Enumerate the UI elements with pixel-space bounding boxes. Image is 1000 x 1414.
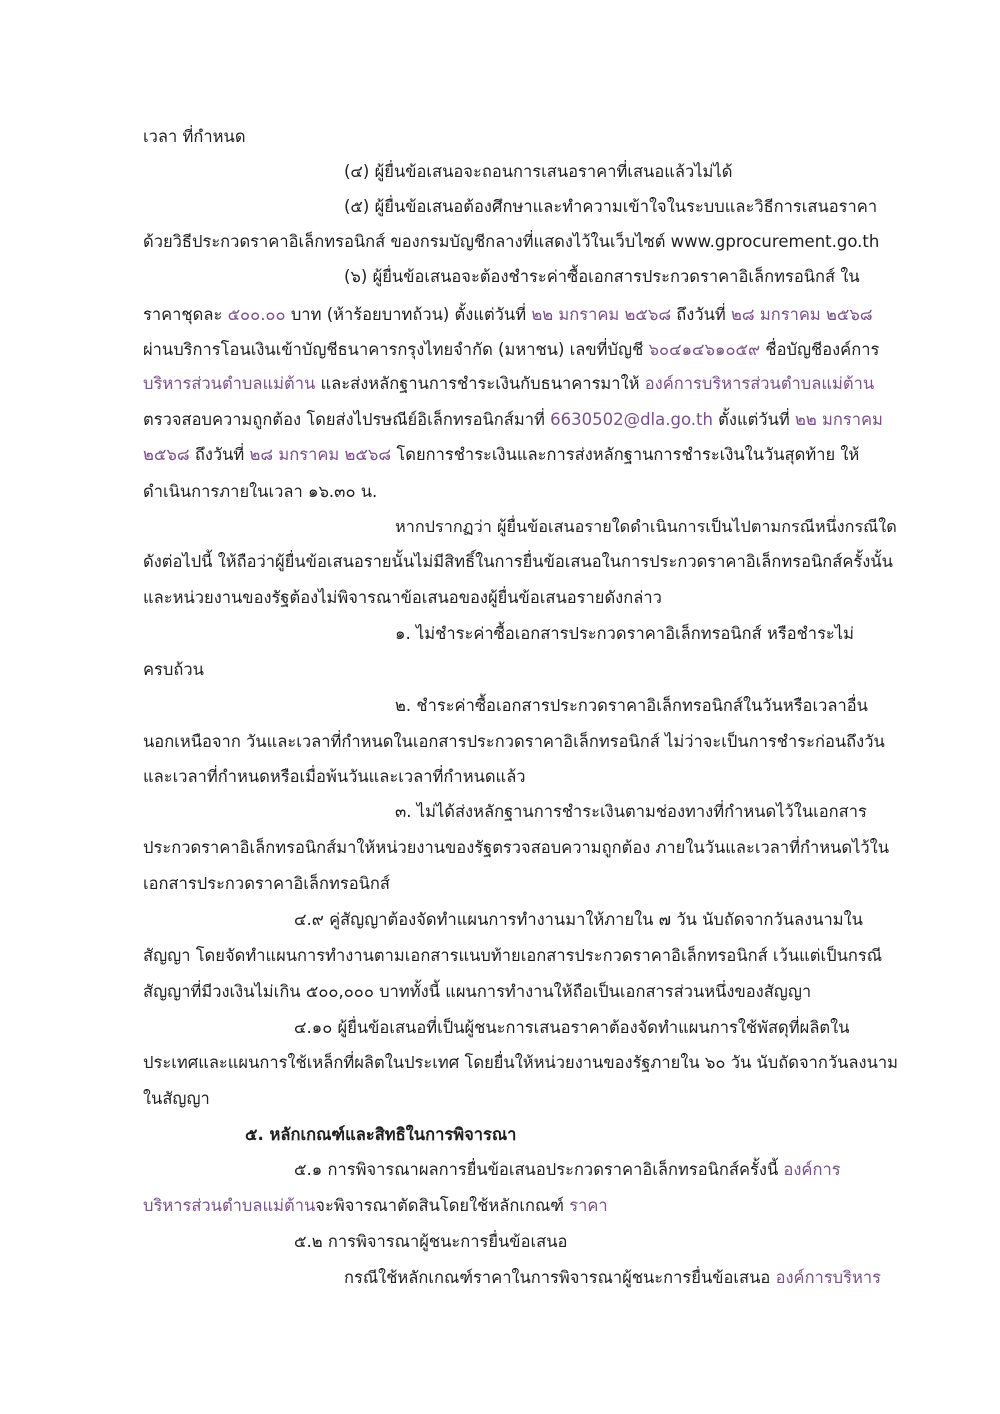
highlighted-text: องค์การบริหาร bbox=[775, 1268, 882, 1287]
text-segment: โดยการชำระเงินและการส่งหลักฐานการชำระเงินในวันสุดท้าย ให้ bbox=[391, 445, 860, 464]
text-line bbox=[294, 1017, 849, 1039]
highlighted-text: 6630502@dla.go.th bbox=[550, 410, 713, 429]
text-line bbox=[143, 945, 882, 967]
text-line bbox=[143, 373, 874, 395]
text-segment: ถึงวันที่ bbox=[189, 445, 250, 464]
text-segment: ด้วยวิธีประกวดราคาอิเล็กทรอนิกส์ ของกรมบัญชีกลางที่แสดงไว้ในเว็บไซต์ www.gprocurement.go.th bbox=[143, 232, 880, 251]
text-segment: ๑. ไม่ชำระค่าซื้อเอกสารประกวดราคาอิเล็กทรอนิกส์ หรือชำระไม่ bbox=[395, 624, 854, 643]
section-heading bbox=[245, 1124, 516, 1146]
text-segment: ๓. ไม่ได้ส่งหลักฐานการชำระเงินตามช่องทางที่กำหนดไว้ในเอกสาร bbox=[395, 802, 867, 821]
text-segment: สัญญาที่มีวงเงินไม่เกิน ๕๐๐,๐๐๐ บาททั้งนี้ แผนการทำงานให้ถือเป็นเอกสารส่วนหนึ่งของสัญญา bbox=[143, 982, 812, 1001]
text-segment: ในสัญญา bbox=[143, 1089, 210, 1108]
text-segment: ๕. หลักเกณฑ์และสิทธิในการพิจารณา bbox=[245, 1125, 517, 1144]
highlighted-text: ๒๘ มกราคม ๒๕๖๘ bbox=[249, 445, 392, 464]
text-line bbox=[294, 1231, 567, 1253]
text-segment: นอกเหนือจาก วันและเวลาที่กำหนดในเอกสารประกวดราคาอิเล็กทรอนิกส์ ไม่ว่าจะเป็นการชำระก่อนถึงวัน bbox=[143, 732, 885, 751]
highlighted-text: ๕๐๐.๐๐ bbox=[227, 305, 286, 324]
text-segment: หากปรากฏว่า ผู้ยื่นข้อเสนอรายใดดำเนินการเป็นไปตามกรณีหนึ่งกรณีใด bbox=[395, 517, 897, 536]
text-line bbox=[143, 837, 889, 859]
text-segment: ตั้งแต่วันที่ bbox=[712, 410, 795, 429]
text-line bbox=[344, 1267, 881, 1289]
text-segment: (๕) ผู้ยื่นข้อเสนอต้องศึกษาและทำความเข้าใจในระบบและวิธีการเสนอราคา bbox=[344, 197, 878, 216]
text-segment: (๖) ผู้ยื่นข้อเสนอจะต้องชำระค่าซื้อเอกสารประกวดราคาอิเล็กทรอนิกส์ ใน bbox=[344, 267, 860, 286]
text-segment: จะพิจารณาตัดสินโดยใช้หลักเกณฑ์ bbox=[315, 1196, 570, 1215]
text-line bbox=[143, 981, 811, 1003]
text-segment: บาท (ห้าร้อยบาทถ้วน) ตั้งแต่วันที่ bbox=[285, 305, 532, 324]
text-segment: ราคาชุดละ bbox=[143, 305, 228, 324]
text-line bbox=[344, 266, 860, 288]
highlighted-text: ๒๕๖๘ bbox=[143, 445, 190, 464]
text-segment: เอกสารประกวดราคาอิเล็กทรอนิกส์ bbox=[143, 874, 390, 893]
highlighted-text: องค์การ bbox=[783, 1160, 841, 1179]
text-line bbox=[344, 161, 732, 183]
text-line bbox=[143, 766, 526, 788]
text-segment: ประกวดราคาอิเล็กทรอนิกส์มาให้หน่วยงานของรัฐตรวจสอบความถูกต้อง ภายในวันและเวลาที่กำหนดไว้ใน bbox=[143, 838, 890, 857]
text-line bbox=[143, 1088, 210, 1110]
text-line bbox=[395, 623, 854, 645]
highlighted-text: บริหารส่วนตำบลแม่ต้าน bbox=[143, 374, 316, 393]
text-segment: ๒. ชำระค่าซื้อเอกสารประกวดราคาอิเล็กทรอนิกส์ในวันหรือเวลาอื่น bbox=[395, 696, 868, 715]
text-line bbox=[143, 481, 377, 503]
text-segment: (๔) ผู้ยื่นข้อเสนอจะถอนการเสนอราคาที่เสนอแล้วไม่ได้ bbox=[344, 162, 733, 181]
highlighted-text: ๒๘ มกราคม ๒๕๖๘ bbox=[731, 305, 873, 324]
text-segment: สัญญา โดยจัดทำแผนการทำงานตามเอกสารแนบท้ายเอกสารประกวดราคาอิเล็กทรอนิกส์ เว้นแต่เป็นกรณี bbox=[143, 946, 883, 965]
text-line bbox=[143, 1195, 608, 1217]
text-segment: ครบถ้วน bbox=[143, 660, 204, 679]
text-line bbox=[143, 444, 859, 466]
text-segment: ตรวจสอบความถูกต้อง โดยส่งไปรษณีย์อิเล็กทรอนิกส์มาที่ bbox=[143, 410, 551, 429]
text-segment: ประเทศและแผนการใช้เหล็กที่ผลิตในประเทศ โดยยื่นให้หน่วยงานของรัฐภายใน ๖๐ วัน นับถัดจากวันลงนาม bbox=[143, 1053, 899, 1072]
text-segment: และเวลาที่กำหนดหรือเมื่อพ้นวันและเวลาที่กำหนดแล้ว bbox=[143, 767, 526, 786]
text-segment: ดังต่อไปนี้ ให้ถือว่าผู้ยื่นข้อเสนอรายนั้นไม่มีสิทธิ์ในการยื่นข้อเสนอในการประกวดราคาอิเล็กทรอนิกส์ครั้งนั้น bbox=[143, 552, 893, 571]
text-line bbox=[395, 695, 868, 717]
text-segment: ๕.๒ การพิจารณาผู้ชนะการยื่นข้อเสนอ bbox=[294, 1232, 568, 1251]
text-line bbox=[143, 231, 879, 253]
highlighted-text: บริหารส่วนตำบลแม่ต้าน bbox=[143, 1196, 316, 1215]
text-segment: และส่งหลักฐานการชำระเงินกับธนาคารมาให้ bbox=[315, 374, 645, 393]
text-segment: ดำเนินการภายในเวลา ๑๖.๓๐ น. bbox=[143, 482, 378, 501]
highlighted-text: ๒๒ มกราคม bbox=[794, 410, 883, 429]
text-line bbox=[143, 409, 883, 431]
highlighted-text: ๖๐๔๑๔๖๑๐๕๙ bbox=[648, 340, 761, 359]
text-line bbox=[395, 801, 867, 823]
highlighted-text: องค์การบริหารส่วนตำบลแม่ต้าน bbox=[644, 374, 875, 393]
text-segment: ๕.๑ การพิจารณาผลการยื่นข้อเสนอประกวดราคาอิเล็กทรอนิกส์ครั้งนี้ bbox=[294, 1160, 784, 1179]
highlighted-text: ๒๒ มกราคม ๒๕๖๘ bbox=[531, 305, 672, 324]
text-line bbox=[344, 196, 877, 218]
text-line bbox=[143, 731, 885, 753]
text-line bbox=[143, 873, 390, 895]
text-line bbox=[143, 339, 879, 361]
text-line bbox=[143, 659, 204, 681]
text-line bbox=[395, 516, 897, 538]
text-segment: ๔.๑๐ ผู้ยื่นข้อเสนอที่เป็นผู้ชนะการเสนอราคาต้องจัดทำแผนการใช้พัสดุที่ผลิตใน bbox=[294, 1018, 850, 1037]
text-segment: ถึงวันที่ bbox=[671, 305, 732, 324]
text-segment: เวลา ที่กำหนด bbox=[143, 127, 246, 146]
text-line bbox=[143, 126, 246, 148]
text-segment: ชื่อบัญชีองค์การ bbox=[760, 340, 880, 359]
highlighted-text: ราคา bbox=[569, 1196, 608, 1215]
text-segment: ๔.๙ คู่สัญญาต้องจัดทำแผนการทำงานมาให้ภายใน ๗ วัน นับถัดจากวันลงนามใน bbox=[294, 910, 863, 929]
text-segment: กรณีใช้หลักเกณฑ์ราคาในการพิจารณาผู้ชนะการยื่นข้อเสนอ bbox=[344, 1268, 776, 1287]
text-line bbox=[143, 304, 873, 326]
text-line bbox=[294, 1159, 841, 1181]
text-line bbox=[143, 551, 893, 573]
text-segment: และหน่วยงานของรัฐต้องไม่พิจารณาข้อเสนอของผู้ยื่นข้อเสนอรายดังกล่าว bbox=[143, 588, 662, 607]
text-line bbox=[143, 1052, 898, 1074]
text-segment: ผ่านบริการโอนเงินเข้าบัญชีธนาคารกรุงไทยจำกัด (มหาชน) เลขที่บัญชี bbox=[143, 340, 649, 359]
text-line bbox=[294, 909, 863, 931]
text-line bbox=[143, 587, 662, 609]
